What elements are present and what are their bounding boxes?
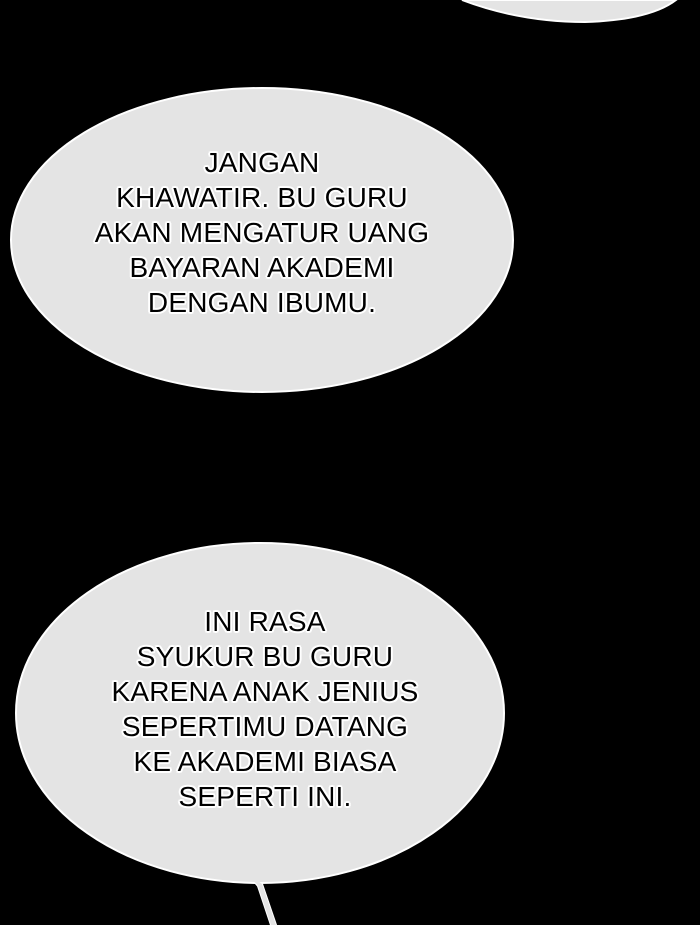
dialogue-line: SEPERTI INI. [178, 781, 352, 812]
dialogue-line: SEPERTIMU DATANG [121, 711, 409, 742]
dialogue-line: DENGAN IBUMU. [147, 287, 377, 318]
dialogue-line: AKAN MENGATUR UANG [94, 217, 430, 248]
dialogue-line: INI RASA [204, 606, 326, 637]
speech-bubble-partial-top [462, 0, 676, 22]
dialogue-line: SYUKUR BU GURU [136, 641, 394, 672]
dialogue-line: KARENA ANAK JENIUS [111, 676, 419, 707]
dialogue-line: BAYARAN AKADEMI [129, 252, 395, 283]
speech-bubble-1-text [62, 145, 462, 320]
dialogue-line: KE AKADEMI BIASA [133, 746, 397, 777]
speech-bubble-2-text [60, 604, 470, 814]
dialogue-line: KHAWATIR. BU GURU [116, 182, 408, 213]
dialogue-line: JANGAN [204, 147, 320, 178]
